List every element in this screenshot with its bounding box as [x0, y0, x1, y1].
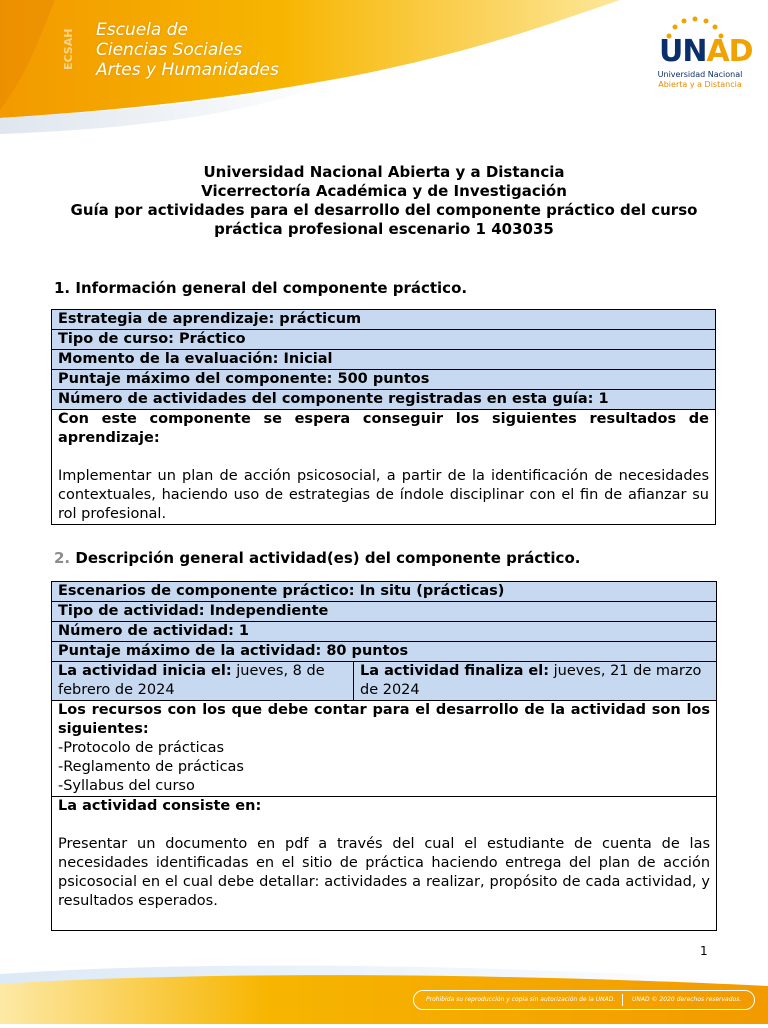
title-line-vicerrectoria: Vicerrectoría Académica y de Investigación — [201, 182, 567, 200]
page-number: 1 — [700, 944, 708, 958]
school-name-line: Ciencias Sociales — [96, 40, 243, 60]
learning-outcomes-text: Implementar un plan de acción psicosocial, a partir de la identificación de necesidades contextuales, haciendo uso de estrategias de índole disciplinar con el fin de afianzar su rol profesional. — [58, 468, 709, 522]
resource-item: -Protocolo de prácticas — [58, 740, 225, 756]
end-date-label: La actividad finaliza el: — [360, 663, 550, 679]
section-2-number: 2. — [54, 549, 71, 567]
activity-description-table — [51, 581, 717, 931]
info-row-max-score: Puntaje máximo del componente: 500 puntos — [52, 370, 716, 390]
info-row-activity-count: Número de actividades del componente registradas en esta guía: 1 — [52, 390, 716, 410]
activity-start-date-cell — [52, 662, 354, 701]
learning-outcomes-cell — [52, 410, 716, 525]
logo-subtitle-1: Universidad Nacional — [657, 70, 743, 79]
school-name — [96, 20, 316, 80]
unad-wordmark — [659, 34, 753, 69]
activity-detail-heading: La actividad consiste en: — [58, 798, 262, 814]
activity-end-date-cell — [354, 662, 717, 701]
title-line-university: Universidad Nacional Abierta y a Distancia — [203, 163, 565, 181]
school-name-line: Escuela de — [96, 20, 188, 40]
general-info-table — [51, 309, 716, 525]
footer-separator — [622, 994, 623, 1006]
activity-detail-cell — [52, 797, 717, 931]
resource-item: -Syllabus del curso — [58, 778, 195, 794]
activity-row-max-score: Puntaje máximo de la actividad: 80 puntos — [52, 642, 717, 662]
info-row-course-type: Tipo de curso: Práctico — [52, 330, 716, 350]
unad-logo — [655, 16, 753, 91]
info-row-strategy: Estrategia de aprendizaje: prácticum — [52, 310, 716, 330]
school-name-line: Artes y Humanidades — [96, 60, 279, 80]
activity-row-number: Número de actividad: 1 — [52, 622, 717, 642]
resources-heading: Los recursos con los que debe contar para el desarrollo de la actividad son los siguientes: — [58, 702, 711, 737]
start-date-label: La actividad inicia el: — [58, 663, 232, 679]
wordmark-ad: AD — [706, 34, 753, 69]
section-1-heading: 1. Información general del componente práctico. — [54, 279, 468, 297]
school-seal: ECSAH — [62, 28, 75, 70]
logo-subtitle-2: Abierta y a Distancia — [658, 80, 742, 89]
footer-copyright: UNAD © 2020 derechos reservados. — [632, 996, 742, 1003]
header-banner — [0, 0, 768, 140]
document-title — [40, 163, 728, 239]
learning-outcomes-heading: Con este componente se espera conseguir los siguientes resultados de aprendizaje: — [58, 411, 709, 446]
resources-cell — [52, 701, 717, 797]
activity-detail-text: Presentar un documento en pdf a través del cual el estudiante de cuenta de las necesidades identificadas en el sitio de práctica haciendo entrega del plan de acción psicosocial en el cual debe detallar: actividades a realizar, propósito de cada actividad, y resultados esperados. — [58, 836, 711, 909]
section-2-title: Descripción general actividad(es) del componente práctico. — [75, 549, 581, 567]
title-line-guide: Guía por actividades para el desarrollo del componente práctico del curso — [70, 201, 698, 219]
start-date-value: jueves, 8 de febrero de 2024 — [58, 663, 325, 698]
activity-row-type: Tipo de actividad: Independiente — [52, 602, 717, 622]
title-line-course: práctica profesional escenario 1 403035 — [214, 220, 554, 238]
info-row-evaluation-moment: Momento de la evaluación: Inicial — [52, 350, 716, 370]
end-date-value: jueves, 21 de marzo de 2024 — [360, 663, 702, 698]
activity-row-scenario: Escenarios de componente práctico: In situ (prácticas) — [52, 582, 717, 602]
wordmark-un: UN — [659, 34, 707, 69]
footer-reproduction-notice: Prohibida su reproducción y copia sin autorización de la UNAD. — [426, 996, 616, 1003]
footer-copyright-pill — [413, 990, 755, 1010]
resource-item: -Reglamento de prácticas — [58, 759, 244, 775]
section-2-heading — [54, 549, 580, 567]
